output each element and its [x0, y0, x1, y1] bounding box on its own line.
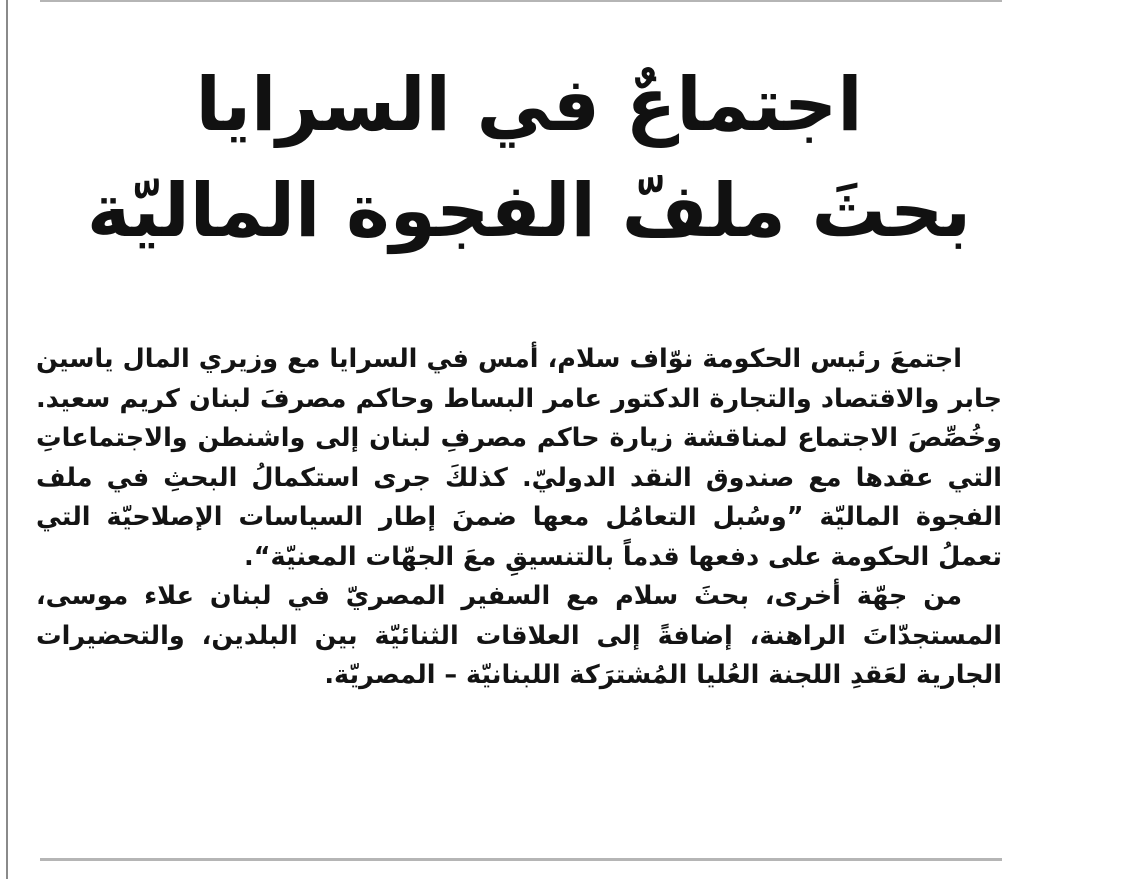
headline-line-1: اجتماعٌ في السرايا — [195, 62, 863, 148]
article-headline — [36, 52, 1002, 264]
bottom-divider — [40, 858, 1002, 861]
article-paragraph-1: اجتمعَ رئيس الحكومة نوّاف سلام، أمس في السرايا مع وزيري المال ياسين جابر والاقتصاد والتجارة الدكتور عامر البساط وحاكم مصرفَ لبنان كريم سعيد. وخُصِّصَ الاجتماع لمناقشة زيارة حاكم مصرفِ لبنان إلى واشنطن والاجتماعاتِ التي عقدها مع صندوق النقد الدوليّ. كذلكَ جرى استكمالُ البحثِ في ملف الفجوة الماليّة ”وسُبل التعامُل معها ضمنَ إطار السياسات الإصلاحيّة التي تعملُ الحكومة على دفعها قدماً بالتنسيقِ معَ الجهّات المعنيّة“. — [36, 344, 1002, 572]
headline-line-2: بحثَ ملفّ الفجوة الماليّة — [86, 168, 972, 254]
left-column-rule — [6, 0, 8, 879]
article-body — [36, 340, 1002, 696]
top-divider — [40, 0, 1002, 2]
news-article — [36, 52, 1002, 696]
article-paragraph-2: من جهّة أخرى، بحثَ سلام مع السفير المصريّ في لبنان علاء موسى، المستجدّاتَ الراهنة، إضافةً إلى العلاقات الثنائيّة بين البلدين، والتحضيرات الجارية لعَقدِ اللجنة العُليا المُشترَكة اللبنانيّة – المصريّة. — [36, 581, 1002, 690]
